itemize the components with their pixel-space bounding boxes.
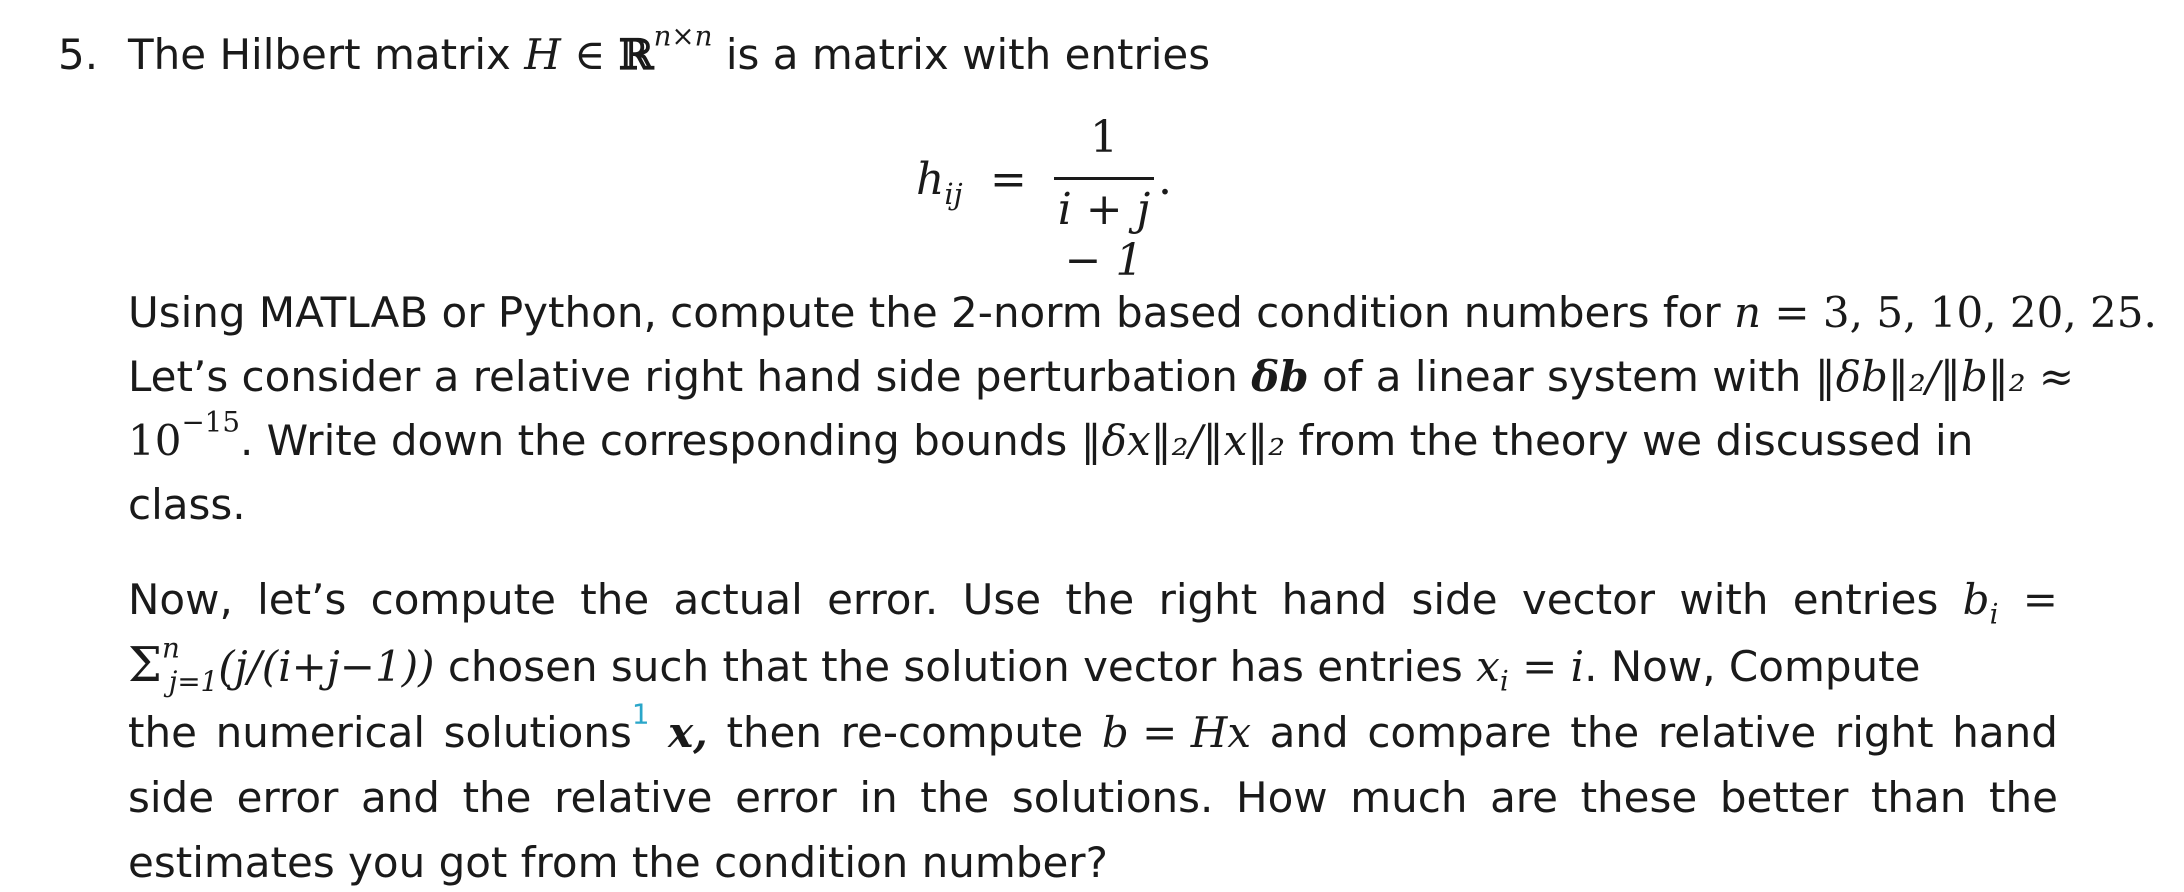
word: relative	[1657, 708, 1817, 757]
p2-l2-xi-sub: i	[1499, 664, 1509, 698]
paragraph2-line4	[128, 773, 2058, 823]
word: right	[1834, 708, 1934, 757]
word: in	[859, 773, 898, 822]
p1-l3-text-a: . Write down the corresponding bounds	[239, 416, 1081, 465]
word: b = Hx	[1101, 708, 1252, 757]
p1-l1-values: = 3, 5, 10, 20, 25.	[1761, 288, 2157, 337]
p1-l2-norm: ‖δb‖₂/‖b‖₂ ≈	[1814, 352, 2075, 401]
word: numerical	[215, 708, 426, 757]
p2-l2-sum: Σ	[128, 637, 162, 693]
p2-l2-text-b: . Now, Compute	[1584, 642, 1921, 691]
formula-denominator: i + j − 1	[1057, 184, 1151, 286]
word: and	[360, 773, 440, 822]
paragraph2-line3	[128, 697, 2058, 758]
p1-l2-text-a: Let’s consider a relative right hand side perturbation	[128, 352, 1252, 401]
p1-l2-text-b: of a linear system with	[1308, 352, 1815, 401]
word: with	[1679, 575, 1769, 624]
word: the	[1989, 773, 2058, 822]
reals-symbol: ℝ	[618, 30, 654, 79]
element-of-symbol: ∈	[560, 30, 619, 79]
paragraph1-line4: class.	[128, 480, 246, 529]
word: the	[580, 575, 650, 624]
p2-l2-text-a: chosen such that the solution vector has entries	[434, 642, 1477, 691]
word: side	[1411, 575, 1498, 624]
word: hand	[1281, 575, 1388, 624]
problem-intro-line	[128, 19, 1211, 80]
intro-text-2: is a matrix with entries	[712, 30, 1211, 79]
word: entries	[1792, 575, 1939, 624]
word: the	[462, 773, 532, 822]
p1-l1-text: Using MATLAB or Python, compute the 2-norm based condition numbers for	[128, 288, 1734, 337]
p1-l1-n: n	[1733, 288, 1762, 337]
p1-l2-delta-b: δb	[1251, 352, 1309, 401]
fraction-bar	[1054, 177, 1154, 180]
paragraph1-line1	[128, 288, 2157, 338]
p1-l3-norm: ‖δx‖₂/‖x‖₂	[1080, 416, 1286, 465]
footnote-mark[interactable]: 1	[631, 697, 650, 731]
paragraph1-line3	[128, 405, 1974, 466]
p1-l3-power-exp: −15	[181, 405, 240, 439]
word: than	[1870, 773, 1967, 822]
word: hand	[1952, 708, 2058, 757]
paragraph2-line2	[128, 631, 1921, 698]
word: then	[726, 708, 822, 757]
word: compute	[370, 575, 556, 624]
formula-equals: =	[990, 154, 1027, 205]
word: the	[128, 708, 197, 757]
word: much	[1350, 773, 1468, 822]
word: let’s	[257, 575, 347, 624]
word: are	[1490, 773, 1558, 822]
word: and	[1269, 708, 1349, 757]
word: solutions.	[1011, 773, 1214, 822]
word: compare	[1367, 708, 1552, 757]
word: solutions$^1$	[443, 697, 650, 757]
formula-period: .	[1158, 154, 1172, 205]
paragraph1-line2	[128, 352, 2074, 402]
problem-number: 5.	[58, 30, 99, 79]
word: right	[1158, 575, 1258, 624]
word: re-compute	[840, 708, 1084, 757]
word: error.	[827, 575, 939, 624]
p2-l2-eq: = i	[1508, 642, 1585, 691]
word: the	[1065, 575, 1135, 624]
word: better	[1719, 773, 1849, 822]
p1-l3-text-b: from the theory we discussed in	[1285, 416, 1974, 465]
paragraph2-line1	[128, 575, 2058, 631]
word: =	[2022, 575, 2058, 624]
p2-l2-expr: (j/(i+j−1))	[218, 642, 435, 691]
formula-numerator: 1	[1090, 112, 1118, 163]
word: How	[1235, 773, 1328, 822]
matrix-symbol-H: H	[524, 30, 561, 79]
word: $b_i$	[1962, 575, 1999, 631]
word: actual	[673, 575, 803, 624]
word: error	[735, 773, 837, 822]
p2-l2-xi: x	[1476, 642, 1500, 691]
p2-l2-sum-sub: j=1	[168, 664, 219, 698]
word: relative	[554, 773, 713, 822]
word: x,	[668, 708, 708, 757]
p2-l2-sum-sup: n	[161, 631, 180, 665]
word: error	[236, 773, 339, 822]
intro-text-1: The Hilbert matrix	[128, 30, 525, 79]
word: vector	[1521, 575, 1656, 624]
word: Now,	[128, 575, 233, 624]
formula-lhs: $h_{ij}$	[916, 154, 963, 212]
word: Use	[962, 575, 1042, 624]
paragraph2-line5: estimates you got from the condition number?	[128, 838, 1108, 887]
dimension-superscript: n×n	[653, 19, 713, 53]
word: these	[1580, 773, 1698, 822]
p1-l3-power-base: 10	[128, 416, 182, 465]
word: the	[1570, 708, 1640, 757]
word: the	[920, 773, 990, 822]
hilbert-formula	[910, 112, 1330, 286]
word: side	[128, 773, 215, 822]
